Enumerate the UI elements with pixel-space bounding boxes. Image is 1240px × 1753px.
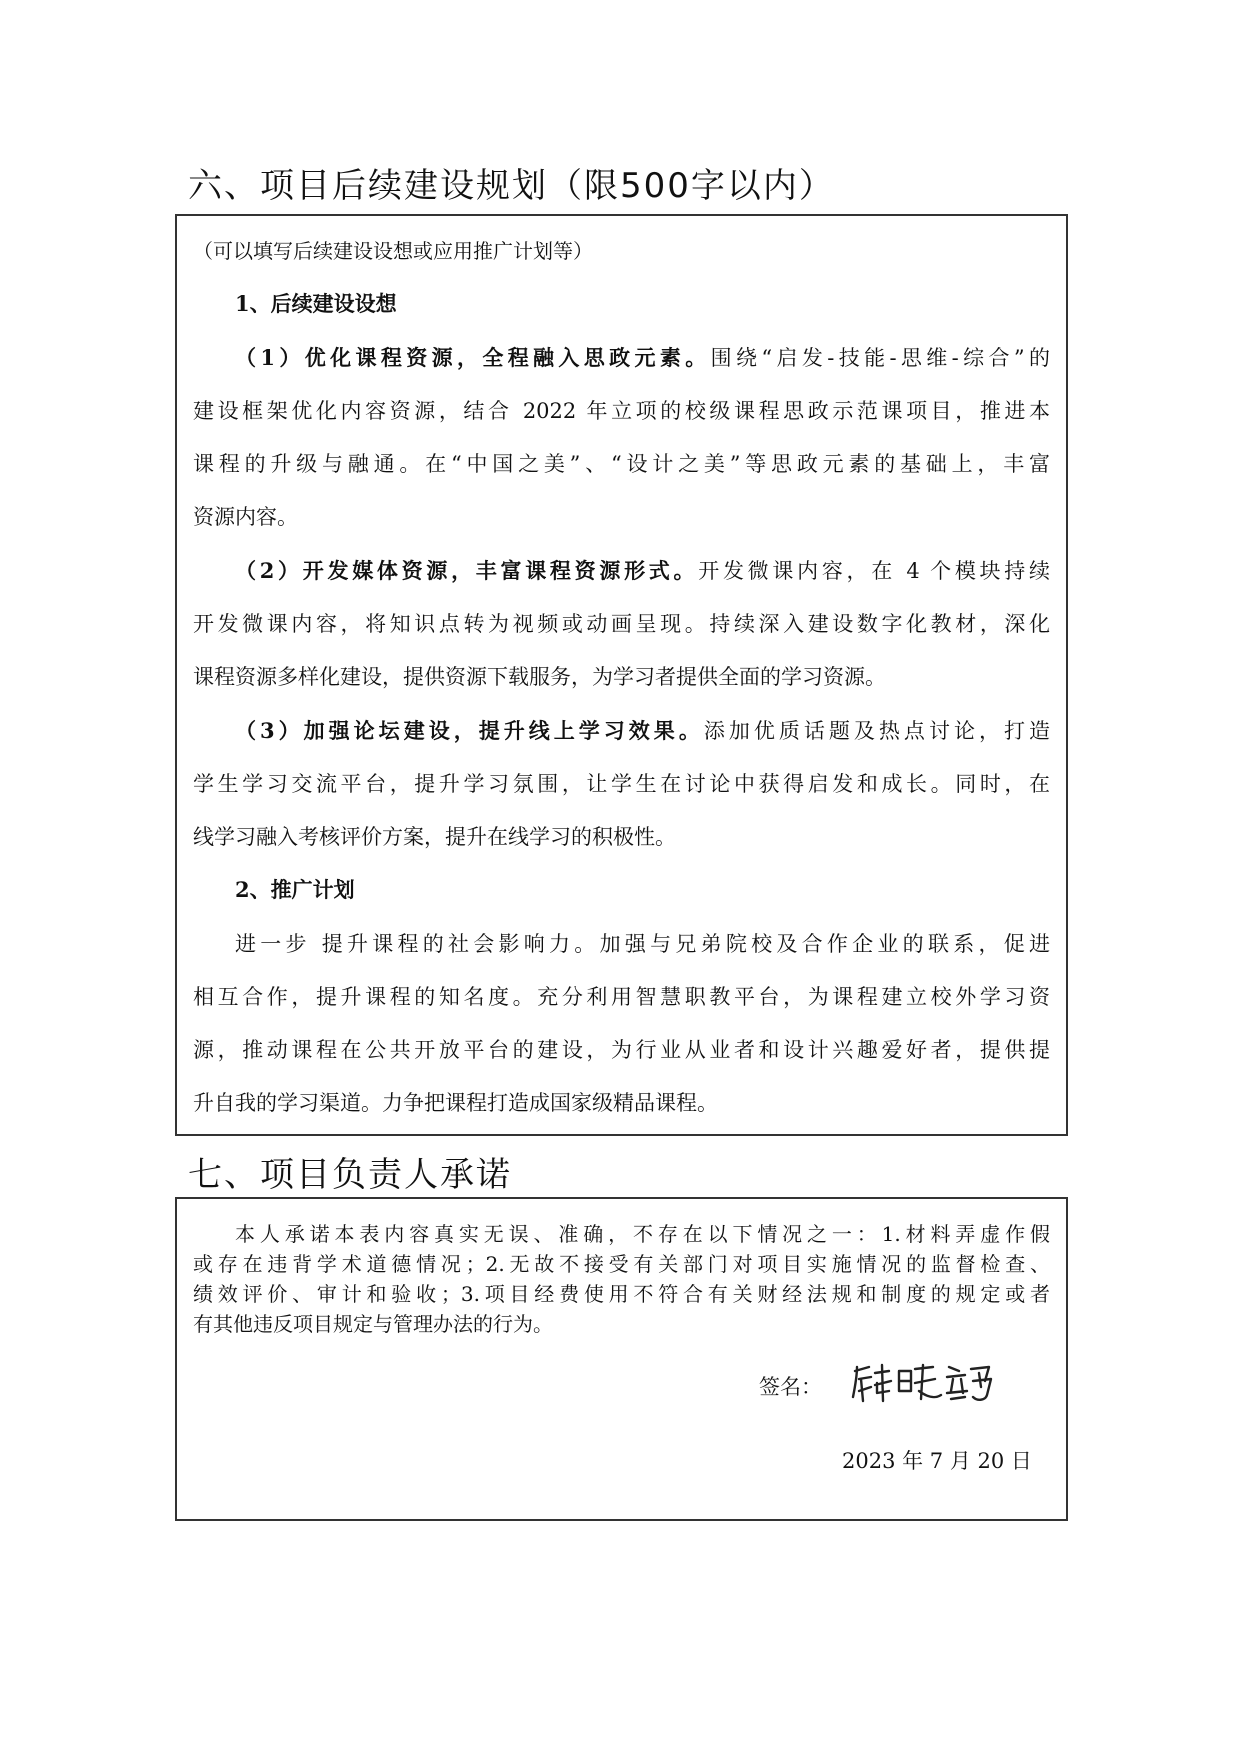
handwritten-signature xyxy=(849,1361,999,1405)
signature-date: 2023 年 7 月 20 日 xyxy=(842,1449,1032,1473)
item-3-line-2: 学生学习交流平台，提升学习氛围，让学生在讨论中获得启发和成长。同时，在 xyxy=(193,772,1050,796)
subheading-construction-ideas: 1、后续建设设想 xyxy=(235,291,397,316)
item-1-line-4: 资源内容。 xyxy=(193,505,298,529)
pledge-line-3: 绩效评价、审计和验收；3.项目经费使用不符合有关财经法规和制度的规定或者 xyxy=(193,1282,1050,1306)
pledge-line-2: 或存在违背学术道德情况；2.无故不接受有关部门对项目实施情况的监督检查、 xyxy=(193,1252,1050,1276)
promo-line-2: 相互合作，提升课程的知名度。充分利用智慧职教平台，为课程建立校外学习资 xyxy=(193,985,1050,1009)
item-1-line-1: （1）优化课程资源，全程融入思政元素。围绕“启发-技能-思维-综合”的 xyxy=(235,345,1050,370)
item-2-lead: （2）开发媒体资源，丰富课程资源形式。 xyxy=(235,558,699,583)
item-2-line-2: 开发微课内容，将知识点转为视频或动画呈现。持续深入建设数字化教材，深化 xyxy=(193,612,1050,636)
item-1-lead: （1）优化课程资源，全程融入思政元素。 xyxy=(235,345,711,370)
pledge-line-4: 有其他违反项目规定与管理办法的行为。 xyxy=(193,1312,553,1336)
section-7-box xyxy=(175,1197,1068,1521)
section-7-title: 七、项目负责人承诺 xyxy=(188,1155,512,1195)
promo-line-1: 进一步 提升课程的社会影响力。加强与兄弟院校及合作企业的联系，促进 xyxy=(235,932,1050,956)
item-2-line-1: （2）开发媒体资源，丰富课程资源形式。开发微课内容，在 4 个模块持续 xyxy=(235,558,1050,583)
item-2-line-3: 课程资源多样化建设，提供资源下载服务，为学习者提供全面的学习资源。 xyxy=(193,665,886,689)
promo-line-3: 源，推动课程在公共开放平台的建设，为行业从业者和设计兴趣爱好者，提供提 xyxy=(193,1038,1050,1062)
item-3-line-3: 线学习融入考核评价方案，提升在线学习的积极性。 xyxy=(193,825,676,849)
pledge-line-1: 本人承诺本表内容真实无误、准确，不存在以下情况之一：1.材料弄虚作假 xyxy=(235,1222,1050,1246)
item-1-line-2: 建设框架优化内容资源，结合 2022 年立项的校级课程思政示范课项目，推进本 xyxy=(193,399,1050,423)
signature-label: 签名： xyxy=(759,1375,822,1399)
section-6-box xyxy=(175,214,1068,1136)
promo-line-4: 升自我的学习渠道。力争把课程打造成国家级精品课程。 xyxy=(193,1091,718,1115)
item-3-line-1: （3）加强论坛建设，提升线上学习效果。添加优质话题及热点讨论，打造 xyxy=(235,718,1050,743)
item-1-line-3: 课程的升级与融通。在“中国之美”、“设计之美”等思政元素的基础上，丰富 xyxy=(193,452,1050,476)
subheading-promotion-plan: 2、推广计划 xyxy=(235,877,355,902)
section-6-note: （可以填写后续建设设想或应用推广计划等） xyxy=(193,239,593,263)
item-3-lead: （3）加强论坛建设，提升线上学习效果。 xyxy=(235,718,704,743)
section-6-title: 六、项目后续建设规划（限500字以内） xyxy=(188,166,835,206)
